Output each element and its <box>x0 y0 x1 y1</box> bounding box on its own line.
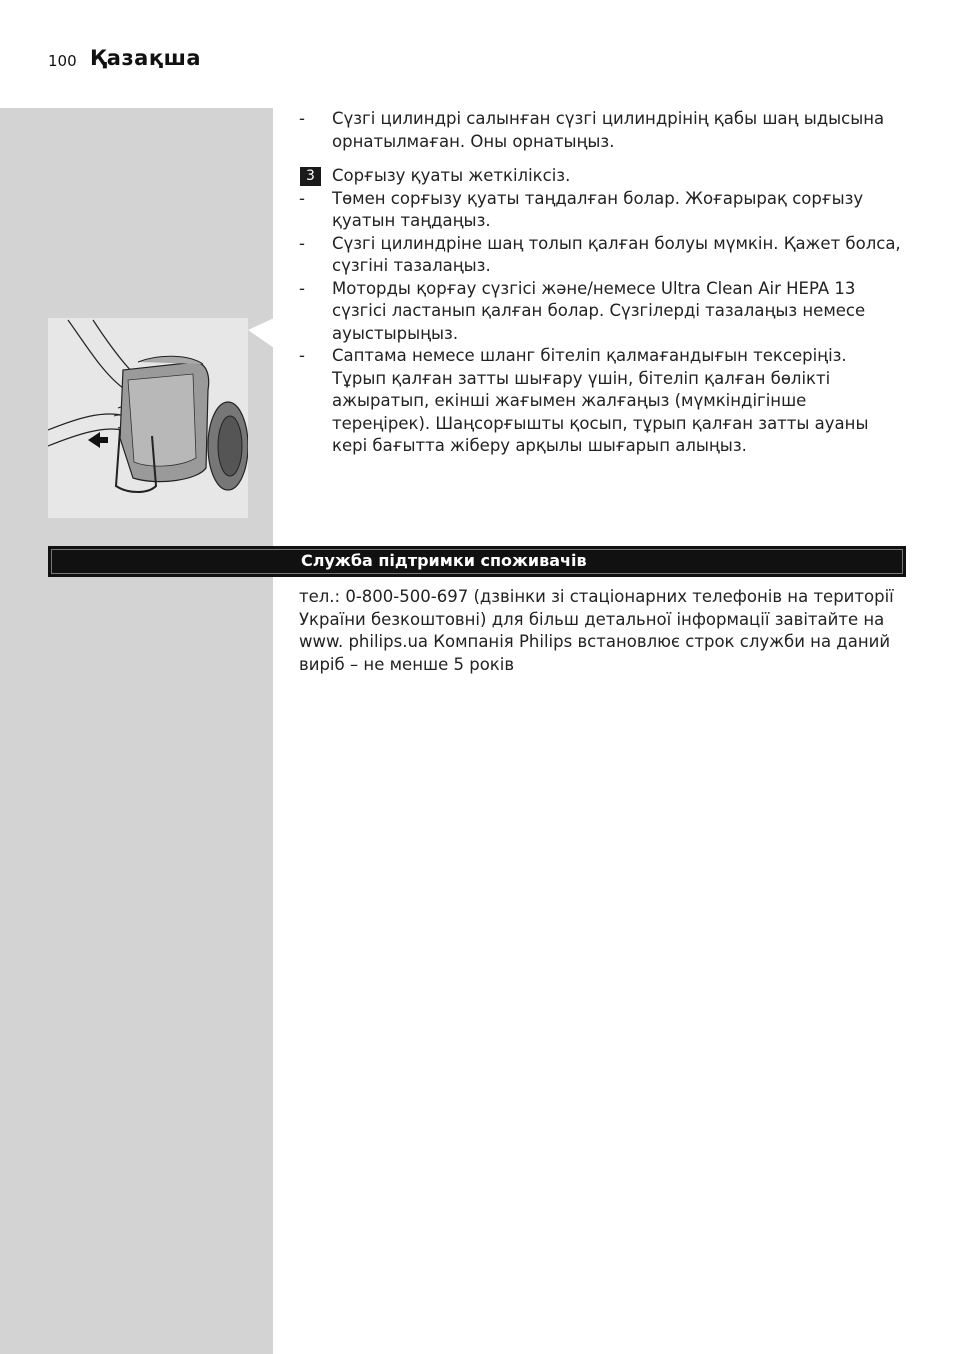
list-item-text: Моторды қорғау сүзгісі және/немесе Ultra Clean Air HEPA 13 сүзгісі ластанып қалған болар. Сүзгілерді тазалаңыз немесе ауыстырыңыз. <box>332 278 866 343</box>
list-item-text: Саптама немесе шланг бітеліп қалмағандығын тексеріңіз. Тұрып қалған затты шығару үшін, бітеліп қалған бөлікті ажыратып, екінші жағымен жалғаңыз (мүмкіндігінше тереңірек). Шаңсорғышты қосып, тұрып қалған затты ауаны кері бағытта жіберу арқылы шығарып алыңыз. <box>332 346 869 455</box>
support-text: тел.: 0-800-500-697 (дзвінки зі стаціонарних телефонів на території України безкоштовні) для більш детальної інформації завітайте на www. philips.ua Компанія Philips встановлює строк служби на даний виріб – не менше 5 років <box>299 587 894 674</box>
list-item <box>299 108 906 153</box>
illustration-pointer <box>248 318 274 348</box>
list-item <box>299 345 906 458</box>
list-dash: - <box>299 346 305 365</box>
list-item-text: Төмен сорғызу қуаты таңдалған болар. Жоғарырақ сорғызу қуатын таңдаңыз. <box>332 188 864 230</box>
list-item-text: Сүзгі цилиндріне шаң толып қалған болуы мүмкін. Қажет болса, сүзгіні тазалаңыз. <box>332 233 901 275</box>
main-content <box>299 108 906 458</box>
step-heading-text: Сорғызу қуаты жеткіліксіз. <box>332 166 571 185</box>
list-dash: - <box>299 233 305 253</box>
list-item <box>299 188 906 233</box>
list-dash: - <box>299 278 305 298</box>
illustration-frame <box>48 318 248 518</box>
step-number: 3 <box>300 167 321 186</box>
list-dash: - <box>299 188 305 208</box>
sidebar-band <box>0 108 273 1354</box>
list-dash: - <box>299 109 305 128</box>
list-item <box>299 233 906 278</box>
list-item <box>299 278 906 346</box>
vacuum-cleaner-illustration <box>48 318 248 518</box>
step-heading <box>299 165 906 188</box>
list-item-text: Сүзгі цилиндрі салынған сүзгі цилиндрінің қабы шаң ыдысына орнатылмаған. Оны орнатыңыз. <box>332 109 885 151</box>
arrow-icon <box>86 428 110 452</box>
section-header-bar <box>48 546 906 577</box>
language-title: Қазақша <box>90 46 202 70</box>
page-number: 100 <box>48 52 77 70</box>
section-title: Служба підтримки споживачів <box>301 551 587 570</box>
